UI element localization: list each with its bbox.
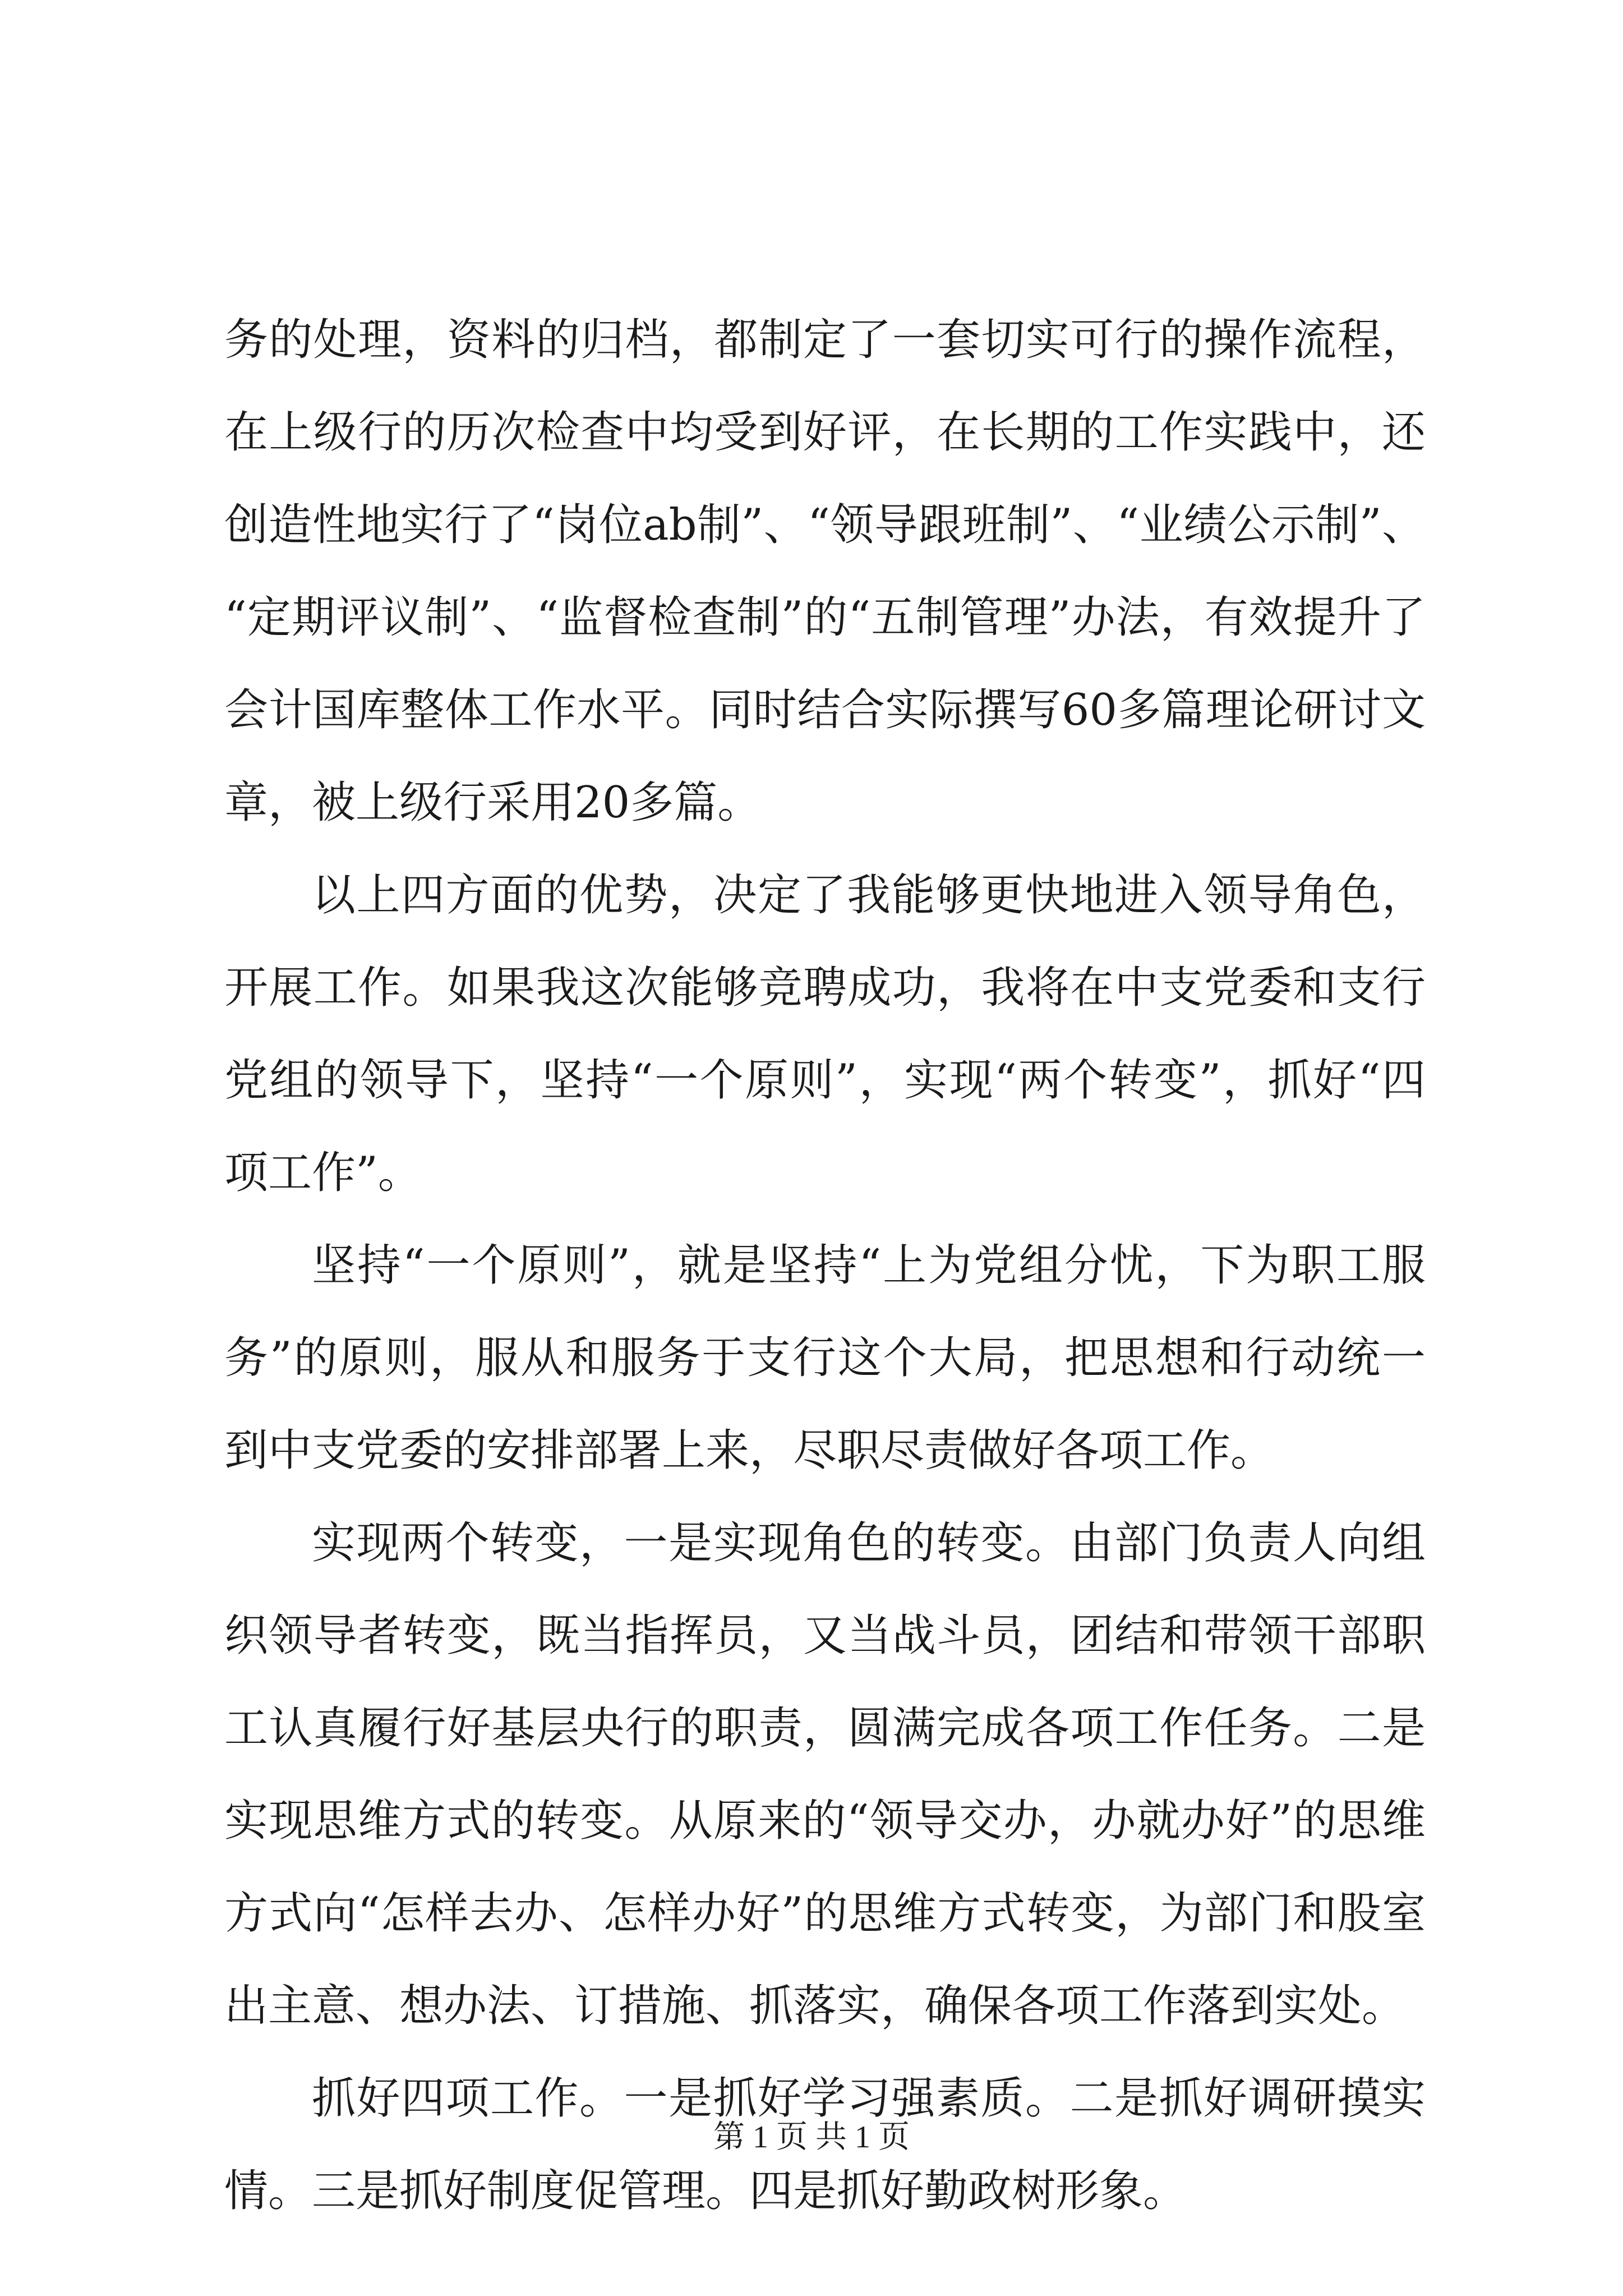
paragraph-3: 坚持“一个原则”，就是坚持“上为党组分忧，下为职工服务”的原则，服从和服务于支行这个大局，把思想和行动统一到中支党委的安排部署上来，尽职尽责做好各项工作。 [224, 1240, 1426, 1476]
paragraph-4: 实现两个转变，一是实现角色的转变。由部门负责人向组织领导者转变，既当指挥员，又当战斗员，团结和带领干部职工认真履行好基层央行的职责，圆满完成各项工作任务。二是实现思维方式的转变。从原来的“领导交办，办就办好”的思维方式向“怎样去办、怎样办好”的思维方式转变，为部门和股室出主意、想办法、订措施、抓落实，确保各项工作落到实处。 [224, 1518, 1426, 2031]
paragraph-5: 抓好四项工作。一是抓好学习强素质。二是抓好调研摸实情。三是抓好制度促管理。四是抓好勤政树形象。 [224, 2073, 1426, 2216]
paragraph-1: 务的处理，资料的归档，都制定了一套切实可行的操作流程，在上级行的历次检查中均受到好评，在长期的工作实践中，还创造性地实行了“岗位ab制”、“领导跟班制”、“业绩公示制”、“定期评议制”、“监督检查制”的“五制管理”办法，有效提升了会计国库整体工作水平。同时结合实际撰写60多篇理论研讨文章，被上级行采用20多篇。 [224, 315, 1426, 828]
page-footer: 第 1 页 共 1 页 [713, 2120, 910, 2155]
document-body [224, 294, 1426, 2238]
paragraph-2: 以上四方面的优势，决定了我能够更快地进入领导角色，开展工作。如果我这次能够竞聘成功，我将在中支党委和支行党组的领导下，坚持“一个原则”，实现“两个转变”，抓好“四项工作”。 [224, 870, 1426, 1198]
